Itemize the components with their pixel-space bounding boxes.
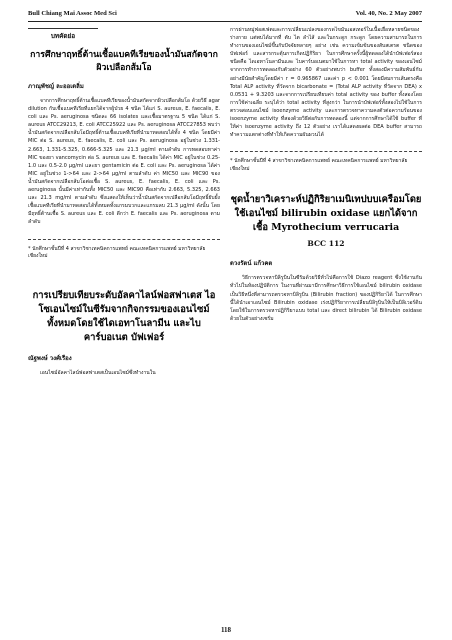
author-2: ณัฐพงษ์ วงศ์เรือง (28, 354, 72, 362)
footnote-1: * นักศึกษาชั้นปีที่ 4 สาขาวิชาเทคนิคการแพทย์ คณะเทคนิคการแพทย์ มหาวิทยาลัยเชียงใหม่ (28, 245, 206, 259)
abstract-rule (28, 28, 98, 29)
footnote-divider-2 (230, 151, 422, 152)
footnote-2: * นักศึกษาชั้นปีที่ 4 สาขาวิชาเทคนิคการแพทย์ คณะเทคนิคการแพทย์ มหาวิทยาลัยเชียงใหม่ (230, 158, 408, 172)
abstract-body-2-cont: การผ่านหมู่ฟอสเฟตและการเปลี่ยนแปลงของกรดไขมันเอสเทอร์ในเนื้อเยื่อหลายชนิดของร่างกาย แต่พบได้มากที่ ตับ ไต ลำไส้ และในกระดูก กระดูก โดยความสามารถในการทำงานของเอนไซม์ขึ้นกับปัจจัยหลายๆ อย่าง เช่น ความเข้มข้นของสับสเตรต ชนิดของบัฟเฟอร์ และสารกระตุ้นการเกิดปฏิกิริยา ในการศึกษาครั้งนี้ผู้ทดลองได้นำบัฟเฟอร์สองชนิดคือ ไดเอทาโนลามีนและ ไบคาร์บอเนตมาใช้ในการหา total activity ของเอนไซม์ จากการทำการทดลองกับตัวอย่าง 60 ตัวอย่างพบว่า buffer ทั้งสองมีความสัมพันธ์กันอย่างมีนัยสำคัญโดยมีค่า r = 0.965867 และค่า p < 0.001 โดยมีสมการเส้นตรงคือ Total ALP activity ที่วัดจาก bicarbonate = (Total ALP activity ที่วัดจาก DEA) x 0.0531 + 9.3203 และจากการเปรียบเทียบค่า total activity ของ buffer ทั้งสองโดยการใช้ค่าเฉลี่ย ระบุได้ว่า total activity ที่สูงกว่า ในการนำบัฟเฟอร์ทั้งสองไปใช้ในการตรวจสอบเอนไซม์ isoenzyme activity และการตรวจหาความคงตัวต่อความร้อนของ isoenzyme activity ที่สองด้วยวิธีต่อกับการทดลองนี้ แต่จากการศึกษาได้ใช้ buffer ที่ให้ค่า isoenzyme activity ถึง 12 ตัวอย่าง เราได้แสดงผลต่อ DEA buffer สามารถทำความแตกต่างที่ทำให้เกิดความผันผวนได้ (230, 27, 422, 139)
header-rule (28, 21, 422, 22)
abstract-body-1: จากการศึกษาฤทธิ์ต้านเชื้อแบคทีเรียของน้ำมันสกัดจากผิวเปลือกส้มโอ ด้วยวิธี agar dilution กับเชื้อแบคทีเรียที่แยกได้จากผู้ป่วย 4 ชนิด ได้แก่ S. aureus, E. faecalis, E. coli และ Ps. aeruginosa ชนิดละ 66 isolates และเชื้อมาตรฐาน 5 ชนิด ได้แก่ S. aureus ATCC29213, E. coli ATCC25922 และ Ps. aeruginosa ATCC27853 พบว่าน้ำมันสกัดจากเปลือกส้มโอมีฤทธิ์ต้านเชื้อแบคทีเรียที่นำมาทดสอบได้ทั้ง 4 ชนิด โดยมีค่า MIC ต่อ S. aureus, E. faecalis, E. coli และ Ps. aeruginosa อยู่ในช่วง 1.331-2.663, 1.331-5.325, 0.666-5.325 และ 21.3 µg/ml ตามลำดับ การทดสอบหาค่า MIC ของยา vancomycin ต่อ S. aureus และ E. faecalis ได้ค่า MIC อยู่ในช่วง 0.25-1.0 และ 0.5-2.0 µg/ml และยา gentamicin ต่อ E. coli และ Ps. aeruginosa ได้ค่า MIC อยู่ในช่วง 1->64 และ 2->64 µg/ml ตามลำดับ ค่า MIC50 และ MIC90 ของน้ำมันสกัดจากเปลือกส้มโอต่อเชื้อ S. aureus, E. faecalis, E. coli และ Ps. aeruginosa นั้นมีค่าเท่ากันทั้ง MIC50 และ MIC90 คือเท่ากับ 2.663, 5.325, 2.663 และ 21.3 mg/ml ตามลำดับ ซึ่งแสดงให้เห็นว่าน้ำมันสกัดจากเปลือกส้มโอมีฤทธิ์ยับยั้งเชื้อแบคทีเรียที่นำมาทดสอบได้ทั้งหมดทั้งแกรมบวกและแกรมลบ 21.3 µg/ml ดังนั้น โดยมีฤทธิ์ต้านเชื้อ S. aureus และ E. coli ดีกว่า E. faecalis และ Ps. aeruginosa ตามลำดับ (28, 98, 220, 226)
left-column (28, 26, 220, 377)
right-column (230, 26, 422, 323)
volume-info: Vol. 40, No. 2 May 2007 (355, 10, 422, 17)
abstract-body-2-start: เอนไซม์อัลคาไลน์ฟอสฟาเตสเป็นเอนไซม์ซึ่งทำงานใน (40, 369, 156, 376)
author-3: ดวงรัตน์ แก้วคต (230, 260, 273, 268)
page-number: 118 (220, 626, 232, 634)
article-title-3: ชุดน้ำยาวิเคราะห์ปฏิกิริยาเมนิเทปบบเครือมโดยใช้เอนไซม์ bilirubin oxidase แยกได้จากเชื้อ Myrothecium verrucaria (230, 194, 422, 234)
article-title-1: การศึกษาฤทธิ์ต้านเชื้อแบคทีเรียของน้ำมันสกัดจากผิวเปลือกส้มโอ (30, 50, 218, 73)
journal-name: Bull Chiang Mai Assoc Med Sci (28, 10, 117, 17)
author-1: ภาณุพัชญ์ ละออเดลิ่ม (28, 83, 84, 90)
footnote-divider-1 (28, 239, 220, 240)
abstract-body-3: วิธีการตรวจหาบิลิรูบินในซีรัมด้วยวิธีทั่วไปคือการใช้ Diazo reagent ซึ่งใช้งานกันทั่วไปในห้องปฏิบัติการ ในงานที่ผ่านมามีการศึกษาวิธีการใช้เอนไซม์ bilirubin oxidase เป็นวิธีหนึ่งที่สามารถตรวจหาบิลิรูบิน (Bilirubin fraction) ของปฏิกิริยาได้ ในการศึกษานี้ได้นำเอาเอนไซม์ Bilirubin oxidase เร่งปฏิกิริยาการเปลี่ยนบิลิรูบินให้เป็นบิลิเวอร์ดิน โดยใช้ในการตรวจหาปฏิกิริยาแบบ total และ direct bilirubin ได้ Bilirubin oxidase ด้วยในตัวอย่างเซรั่ม (230, 275, 422, 322)
abstract-heading: บทคัดย่อ (50, 32, 76, 40)
page-header (28, 8, 422, 22)
article-title-2: การเปรียบเทียบระดับอัลคาไลน์ฟอสฟาเตส ไอโซเอนไซม์ในซีรัมจากกิจกรรมของเอนไซม์ทั้งหมดโดยใช้ไดเอทาโนลามีน และไบคาร์บอเนต บัฟเฟอร์ (32, 289, 216, 343)
article-code: BCC 112 (307, 239, 345, 249)
